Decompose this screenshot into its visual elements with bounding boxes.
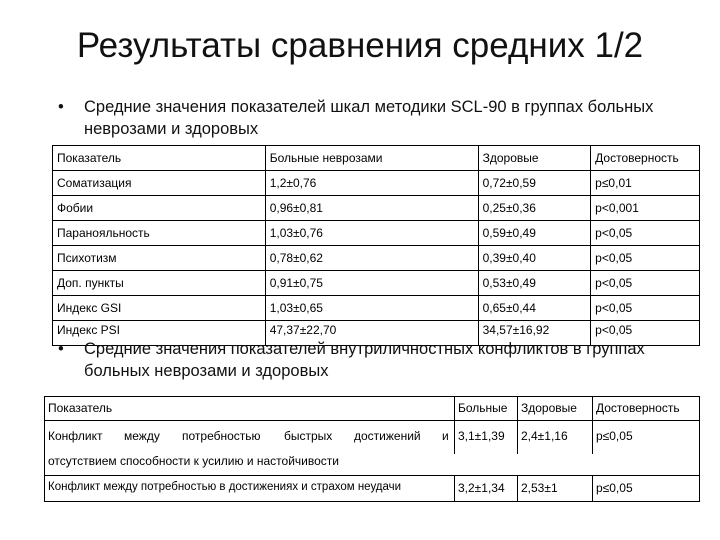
- cell-patients: 1,03±0,65: [265, 296, 478, 321]
- cell-significance: p<0,05: [591, 246, 700, 271]
- cell-healthy: 34,57±16,92: [478, 321, 591, 346]
- table-rule: [44, 396, 45, 502]
- row1-label-word: между: [124, 429, 160, 443]
- cell-indicator: Фобии: [53, 196, 266, 221]
- bullet-scl90: [58, 96, 668, 140]
- bullet-conflicts: [58, 338, 668, 382]
- cell-patients: 47,37±22,70: [265, 321, 478, 346]
- table-header-row: [53, 146, 700, 171]
- cell-significance: p<0,05: [591, 321, 700, 346]
- header-indicator: Показатель: [53, 146, 266, 171]
- cell-patients: 0,96±0,81: [265, 196, 478, 221]
- table-rule: [699, 396, 700, 502]
- page-title: Результаты сравнения средних 1/2: [76, 26, 644, 65]
- table-rule: [44, 475, 700, 476]
- cell-significance: p≤0,01: [591, 171, 700, 196]
- row2-label: Конфликт между потребностью в достижениях и страхом неудачи: [48, 481, 402, 493]
- header-patients: Больные: [458, 401, 508, 415]
- cell-indicator: Индекс PSI: [53, 321, 266, 346]
- table-row: [53, 296, 700, 321]
- table-row: [53, 271, 700, 296]
- cell-indicator: Психотизм: [53, 246, 266, 271]
- row1-label-line2: отсутствием способности к усилию и настойчивости: [48, 454, 339, 468]
- row1-label-word: Конфликт: [48, 429, 103, 443]
- cell-healthy: 2,53±1: [521, 481, 558, 495]
- cell-indicator: Индекс GSI: [53, 296, 266, 321]
- table-rule: [454, 475, 455, 502]
- scl90-table: [52, 145, 700, 346]
- cell-healthy: 0,39±0,40: [478, 246, 591, 271]
- table-rule: [592, 396, 593, 454]
- header-significance: Достоверность: [591, 146, 700, 171]
- cell-significance: p<0,001: [591, 196, 700, 221]
- cell-healthy: 0,65±0,44: [478, 296, 591, 321]
- header-healthy: Здоровые: [478, 146, 591, 171]
- header-indicator: Показатель: [48, 401, 113, 415]
- cell-significance: p<0,05: [591, 271, 700, 296]
- cell-healthy: 0,72±0,59: [478, 171, 591, 196]
- cell-patients: 1,03±0,76: [265, 221, 478, 246]
- table-rule: [44, 396, 700, 397]
- table-rule: [454, 396, 455, 454]
- cell-significance: p≤0,05: [596, 481, 633, 495]
- row1-label-word: быстрых: [284, 429, 333, 443]
- header-healthy: Здоровые: [521, 401, 577, 415]
- table-row: [53, 221, 700, 246]
- cell-indicator: Соматизация: [53, 171, 266, 196]
- cell-patients: 3,2±1,34: [458, 481, 505, 495]
- table-row: [53, 171, 700, 196]
- cell-significance: p<0,05: [591, 221, 700, 246]
- table-rule: [517, 475, 518, 502]
- cell-significance: p<0,05: [591, 296, 700, 321]
- bullet-dot: •: [58, 340, 64, 358]
- row1-label-word: достижений: [354, 429, 421, 443]
- header-patients: Больные неврозами: [265, 146, 478, 171]
- cell-healthy: 2,4±1,16: [521, 429, 568, 443]
- table-row: [53, 196, 700, 221]
- row1-label-word: потребностью: [182, 429, 261, 443]
- row1-label-word: и: [442, 429, 449, 443]
- bullet-text: Средние значения показателей внутриличностных конфликтов в группах больных неврозами и здоровых: [84, 340, 645, 380]
- table-rule: [44, 420, 700, 421]
- table-rule: [517, 396, 518, 454]
- table-rule: [592, 475, 593, 502]
- cell-patients: 0,78±0,62: [265, 246, 478, 271]
- cell-significance: p≤0,05: [596, 429, 633, 443]
- cell-indicator: Паранояльность: [53, 221, 266, 246]
- bullet-dot: •: [58, 98, 64, 116]
- cell-healthy: 0,25±0,36: [478, 196, 591, 221]
- header-significance: Достоверность: [596, 401, 680, 415]
- cell-indicator: Доп. пункты: [53, 271, 266, 296]
- cell-patients: 0,91±0,75: [265, 271, 478, 296]
- cell-healthy: 0,53±0,49: [478, 271, 591, 296]
- cell-healthy: 0,59±0,49: [478, 221, 591, 246]
- table-row: [53, 246, 700, 271]
- table-rule: [44, 501, 700, 502]
- bullet-text: Средние значения показателей шкал методики SCL-90 в группах больных неврозами и здоровых: [84, 98, 654, 138]
- cell-patients: 1,2±0,76: [265, 171, 478, 196]
- cell-patients: 3,1±1,39: [458, 429, 505, 443]
